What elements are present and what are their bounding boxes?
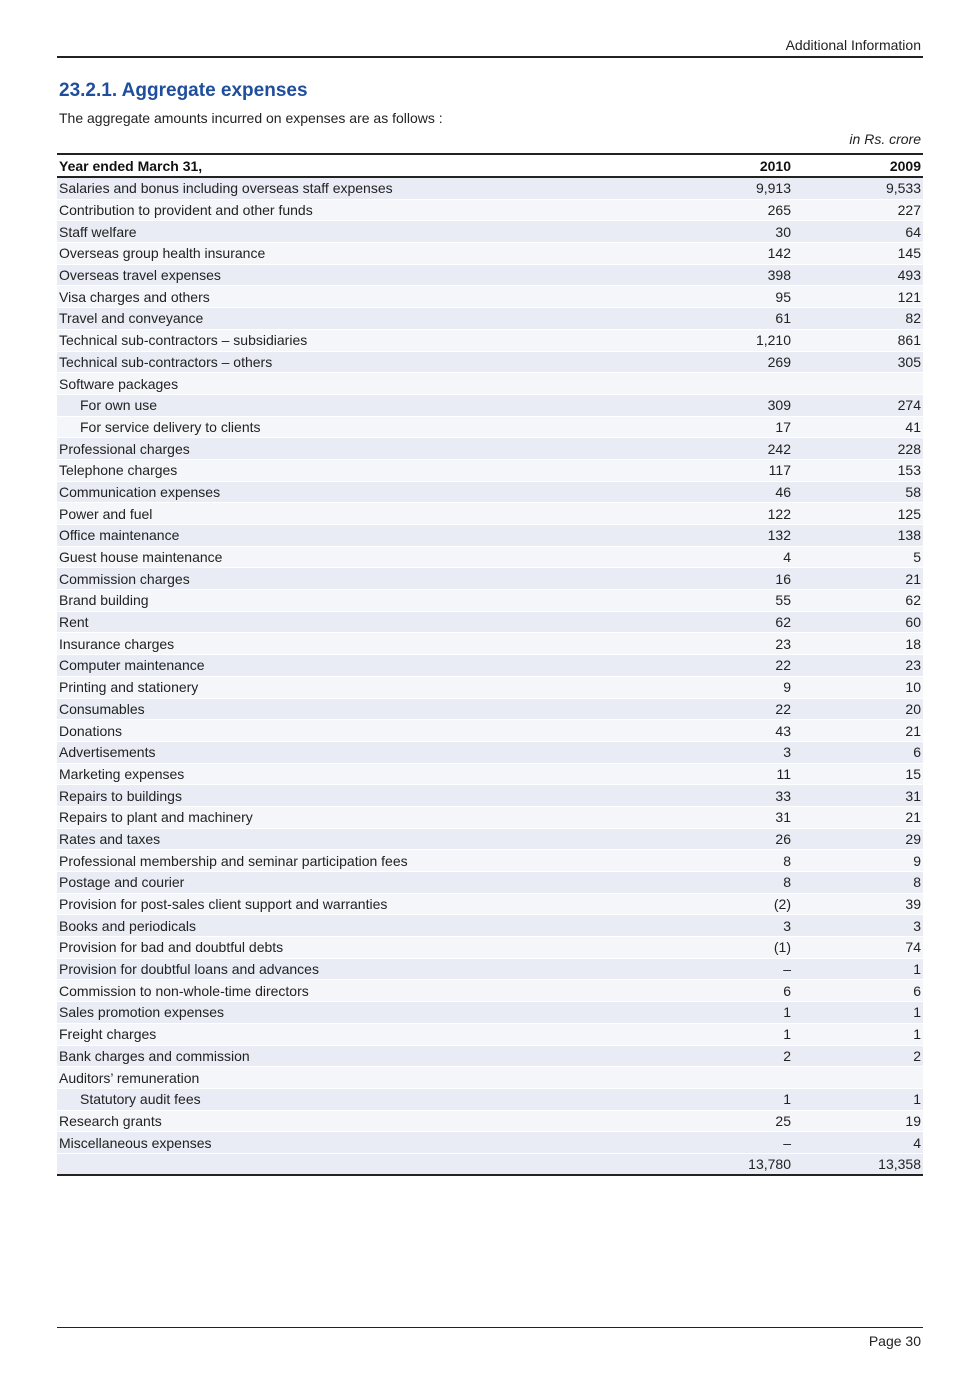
row-value-2010: 17 (663, 416, 793, 438)
row-value-2010: 31 (663, 806, 793, 828)
row-value-2009: 1 (793, 1088, 923, 1110)
row-value-2009: 138 (793, 525, 923, 547)
table-header-row (57, 154, 923, 177)
row-value-2010: 269 (663, 351, 793, 373)
row-label: Office maintenance (57, 525, 663, 547)
table-row (57, 741, 923, 763)
row-label: Visa charges and others (57, 286, 663, 308)
row-label: Travel and conveyance (57, 308, 663, 330)
table-row (57, 525, 923, 547)
row-value-2009: 10 (793, 676, 923, 698)
row-value-2010: 3 (663, 741, 793, 763)
row-label: Technical sub-contractors – subsidiaries (57, 329, 663, 351)
row-label: Auditors’ remuneration (57, 1067, 663, 1089)
row-value-2010: 117 (663, 459, 793, 481)
row-value-2010: 398 (663, 264, 793, 286)
table-row (57, 1132, 923, 1154)
row-label: Provision for doubtful loans and advances (57, 958, 663, 980)
table-row (57, 806, 923, 828)
row-label: Professional membership and seminar participation fees (57, 850, 663, 872)
table-row (57, 958, 923, 980)
footer-divider (57, 1327, 923, 1328)
row-value-2010: 309 (663, 394, 793, 416)
row-value-2009 (793, 373, 923, 395)
row-value-2010: 132 (663, 525, 793, 547)
running-header: Additional Information (785, 37, 921, 53)
table-row (57, 915, 923, 937)
row-value-2010 (663, 373, 793, 395)
row-value-2010: 22 (663, 655, 793, 677)
row-value-2009: 1 (793, 958, 923, 980)
row-value-2009: 23 (793, 655, 923, 677)
row-value-2009: 21 (793, 568, 923, 590)
row-label: Printing and stationery (57, 676, 663, 698)
row-label: Overseas group health insurance (57, 243, 663, 265)
row-value-2010: (2) (663, 893, 793, 915)
row-value-2009: 62 (793, 590, 923, 612)
row-value-2010: 9,913 (663, 177, 793, 199)
page-number: Page 30 (868, 1333, 921, 1349)
row-value-2009: 145 (793, 243, 923, 265)
row-value-2010: 95 (663, 286, 793, 308)
header-divider (57, 56, 923, 58)
row-label: Power and fuel (57, 503, 663, 525)
row-value-2009: 493 (793, 264, 923, 286)
row-value-2009: 1 (793, 1002, 923, 1024)
row-value-2009: 305 (793, 351, 923, 373)
table-row (57, 1045, 923, 1067)
row-value-2009: 125 (793, 503, 923, 525)
table-row (57, 286, 923, 308)
table-row (57, 351, 923, 373)
table-row (57, 763, 923, 785)
row-value-2009: 1 (793, 1023, 923, 1045)
row-value-2009: 74 (793, 937, 923, 959)
row-value-2010: 9 (663, 676, 793, 698)
total-label-cell (57, 1153, 663, 1175)
table-row (57, 546, 923, 568)
table-row (57, 611, 923, 633)
row-value-2009: 58 (793, 481, 923, 503)
row-label: Advertisements (57, 741, 663, 763)
row-value-2009: 31 (793, 785, 923, 807)
row-label: Insurance charges (57, 633, 663, 655)
row-value-2009: 29 (793, 828, 923, 850)
table-row (57, 264, 923, 286)
row-value-2009 (793, 1067, 923, 1089)
row-value-2010: 62 (663, 611, 793, 633)
row-label: Software packages (57, 373, 663, 395)
row-value-2009: 153 (793, 459, 923, 481)
row-value-2009: 21 (793, 806, 923, 828)
row-label: Provision for bad and doubtful debts (57, 937, 663, 959)
row-value-2009: 9,533 (793, 177, 923, 199)
row-value-2010: 122 (663, 503, 793, 525)
table-row (57, 698, 923, 720)
row-label: Consumables (57, 698, 663, 720)
row-value-2009: 19 (793, 1110, 923, 1132)
unit-note: in Rs. crore (849, 131, 921, 147)
table-row (57, 308, 923, 330)
table-row (57, 243, 923, 265)
row-label: For own use (57, 394, 663, 416)
row-value-2010: 55 (663, 590, 793, 612)
row-value-2009: 4 (793, 1132, 923, 1154)
row-value-2009: 9 (793, 850, 923, 872)
table-row (57, 503, 923, 525)
row-value-2009: 6 (793, 980, 923, 1002)
row-value-2010: – (663, 958, 793, 980)
row-value-2010: 16 (663, 568, 793, 590)
row-value-2010: 1 (663, 1002, 793, 1024)
table-row (57, 872, 923, 894)
table-row (57, 438, 923, 460)
row-label: Brand building (57, 590, 663, 612)
row-label: Commission charges (57, 568, 663, 590)
row-label: Miscellaneous expenses (57, 1132, 663, 1154)
table-row (57, 373, 923, 395)
row-value-2010: 25 (663, 1110, 793, 1132)
table-row (57, 893, 923, 915)
row-label: Rates and taxes (57, 828, 663, 850)
row-value-2010: 8 (663, 850, 793, 872)
row-value-2010: 6 (663, 980, 793, 1002)
row-value-2010: 23 (663, 633, 793, 655)
row-label: Salaries and bonus including overseas staff expenses (57, 177, 663, 199)
row-label: Guest house maintenance (57, 546, 663, 568)
row-value-2009: 15 (793, 763, 923, 785)
table-row (57, 1067, 923, 1089)
table-row (57, 633, 923, 655)
row-value-2010: 265 (663, 199, 793, 221)
row-label: Bank charges and commission (57, 1045, 663, 1067)
table-row (57, 568, 923, 590)
row-value-2009: 6 (793, 741, 923, 763)
row-value-2010: 43 (663, 720, 793, 742)
row-value-2010: 2 (663, 1045, 793, 1067)
row-value-2009: 20 (793, 698, 923, 720)
row-label: Repairs to buildings (57, 785, 663, 807)
total-2010: 13,780 (663, 1153, 793, 1175)
table-row (57, 1088, 923, 1110)
table-row (57, 850, 923, 872)
row-label: Commission to non-whole-time directors (57, 980, 663, 1002)
row-value-2010: – (663, 1132, 793, 1154)
row-label: Research grants (57, 1110, 663, 1132)
row-value-2010: 4 (663, 546, 793, 568)
row-value-2010: 3 (663, 915, 793, 937)
table-row (57, 1023, 923, 1045)
table-row (57, 590, 923, 612)
table-row (57, 828, 923, 850)
column-header-label: Year ended March 31, (57, 154, 663, 177)
row-value-2010: 11 (663, 763, 793, 785)
row-value-2010: 46 (663, 481, 793, 503)
column-header-2010: 2010 (663, 154, 793, 177)
table-row (57, 980, 923, 1002)
row-value-2009: 274 (793, 394, 923, 416)
row-label: Communication expenses (57, 481, 663, 503)
row-value-2009: 60 (793, 611, 923, 633)
intro-text: The aggregate amounts incurred on expenses are as follows : (59, 110, 443, 126)
row-value-2010: 1 (663, 1088, 793, 1110)
table-body (57, 177, 923, 1153)
row-label: Donations (57, 720, 663, 742)
row-label: Sales promotion expenses (57, 1002, 663, 1024)
row-value-2010: 33 (663, 785, 793, 807)
aggregate-expenses-table (57, 153, 923, 1176)
table-row (57, 416, 923, 438)
table-row (57, 1002, 923, 1024)
row-value-2010: 1,210 (663, 329, 793, 351)
row-value-2009: 21 (793, 720, 923, 742)
row-label: Repairs to plant and machinery (57, 806, 663, 828)
row-value-2009: 8 (793, 872, 923, 894)
row-value-2010: 142 (663, 243, 793, 265)
row-value-2009: 18 (793, 633, 923, 655)
table-row (57, 199, 923, 221)
total-2009: 13,358 (793, 1153, 923, 1175)
row-value-2010: 242 (663, 438, 793, 460)
row-label: Rent (57, 611, 663, 633)
row-label: Contribution to provident and other funds (57, 199, 663, 221)
row-label: Computer maintenance (57, 655, 663, 677)
table-row (57, 676, 923, 698)
row-value-2010: 1 (663, 1023, 793, 1045)
table-row (57, 394, 923, 416)
row-label: Telephone charges (57, 459, 663, 481)
row-value-2010: 22 (663, 698, 793, 720)
table-row (57, 655, 923, 677)
row-label: Postage and courier (57, 872, 663, 894)
row-value-2009: 228 (793, 438, 923, 460)
row-value-2010: 8 (663, 872, 793, 894)
table-row (57, 177, 923, 199)
row-value-2009: 39 (793, 893, 923, 915)
row-label: Professional charges (57, 438, 663, 460)
row-label: Technical sub-contractors – others (57, 351, 663, 373)
row-label: Books and periodicals (57, 915, 663, 937)
table-row (57, 785, 923, 807)
row-value-2010: (1) (663, 937, 793, 959)
row-value-2009: 41 (793, 416, 923, 438)
row-label: Marketing expenses (57, 763, 663, 785)
row-label: Provision for post-sales client support and warranties (57, 893, 663, 915)
table-row (57, 720, 923, 742)
table-row (57, 221, 923, 243)
row-value-2010: 26 (663, 828, 793, 850)
row-value-2009: 64 (793, 221, 923, 243)
column-header-2009: 2009 (793, 154, 923, 177)
total-row (57, 1153, 923, 1175)
row-value-2010: 61 (663, 308, 793, 330)
table-row (57, 1110, 923, 1132)
table-row (57, 937, 923, 959)
section-title: 23.2.1. Aggregate expenses (59, 80, 308, 101)
row-value-2009: 861 (793, 329, 923, 351)
row-label: Staff welfare (57, 221, 663, 243)
table-row (57, 459, 923, 481)
row-value-2009: 82 (793, 308, 923, 330)
row-value-2009: 2 (793, 1045, 923, 1067)
row-value-2010: 30 (663, 221, 793, 243)
table-row (57, 329, 923, 351)
row-value-2009: 121 (793, 286, 923, 308)
row-label: Overseas travel expenses (57, 264, 663, 286)
row-label: For service delivery to clients (57, 416, 663, 438)
table-row (57, 481, 923, 503)
row-label: Statutory audit fees (57, 1088, 663, 1110)
row-value-2009: 3 (793, 915, 923, 937)
row-value-2010 (663, 1067, 793, 1089)
row-value-2009: 5 (793, 546, 923, 568)
row-label: Freight charges (57, 1023, 663, 1045)
row-value-2009: 227 (793, 199, 923, 221)
